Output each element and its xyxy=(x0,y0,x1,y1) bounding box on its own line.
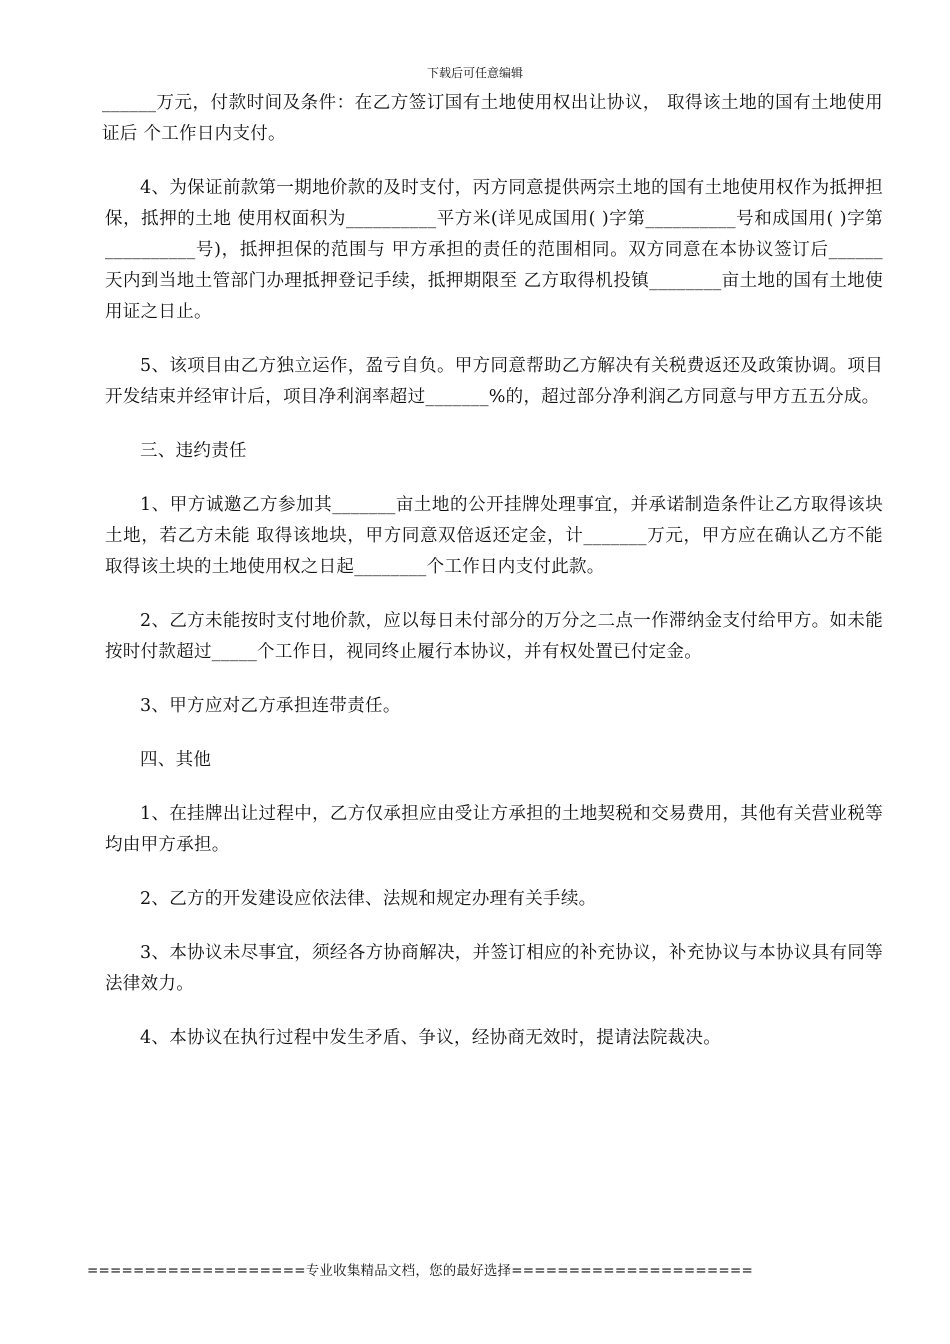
paragraph-other-4: 4、本协议在执行过程中发生矛盾、争议，经协商无效时，提请法院裁决。 xyxy=(140,1028,722,1048)
paragraph-liability-3: 3、甲方应对乙方承担连带责任。 xyxy=(140,696,401,716)
paragraph-clause-5: 5、该项目由乙方独立运作，盈亏自负。甲方同意帮助乙方解决有关税费返还及政策协调。项目开发结束并经审计后，项目净利润率超过_______%的，超过部分净利润乙方同意与甲方五五分成。 xyxy=(105,356,883,407)
paragraph-liability-1: 1、甲方诚邀乙方参加其_______亩土地的公开挂牌处理事宜，并承诺制造条件让乙方取得该块土地，若乙方未能 取得该地块，甲方同意双倍返还定金，计_______万元，甲方应在确认乙方不能取得该土块的土地使用权之日起________个工作日内支付此款。 xyxy=(105,495,883,577)
paragraph-payment-terms: ______万元，付款时间及条件：在乙方签订国有土地使用权出让协议， 取得该土地的国有土地使用证后 个工作日内支付。 xyxy=(102,93,883,144)
document-body xyxy=(102,88,883,1077)
paragraph-liability-2: 2、乙方未能按时支付地价款，应以每日未付部分的万分之二点一作滞纳金支付给甲方。如未能按时付款超过_____个工作日，视同终止履行本协议，并有权处置已付定金。 xyxy=(105,611,883,662)
paragraph-other-3: 3、本协议未尽事宜，须经各方协商解决，并签订相应的补充协议，补充协议与本协议具有同等法律效力。 xyxy=(105,943,883,994)
section-heading-liability: 三、违约责任 xyxy=(140,441,247,461)
page-header: 下载后可任意编辑 xyxy=(426,66,523,80)
paragraph-clause-4: 4、为保证前款第一期地价款的及时支付，丙方同意提供两宗土地的国有土地使用权作为抵押担保，抵押的土地 使用权面积为__________平方米(详见成国用( )字第__________号和成国用( )字第__________号)，抵押担保的范围与 甲方承担的责任的范围相同。双方同意在本协议签订后______天内到当地土管部门办理抵押登记手续，抵押期限至 乙方取得机投镇________亩土地的国有土地使用证之日止。 xyxy=(105,178,883,322)
paragraph-other-2: 2、乙方的开发建设应依法律、法规和规定办理有关手续。 xyxy=(140,889,597,909)
section-heading-other: 四、其他 xyxy=(140,750,212,770)
paragraph-other-1: 1、在挂牌出让过程中，乙方仅承担应由受让方承担的土地契税和交易费用，其他有关营业税等均由甲方承担。 xyxy=(105,804,883,855)
page-footer: ===================专业收集精品文档，您的最好选择===================== xyxy=(87,1263,753,1279)
